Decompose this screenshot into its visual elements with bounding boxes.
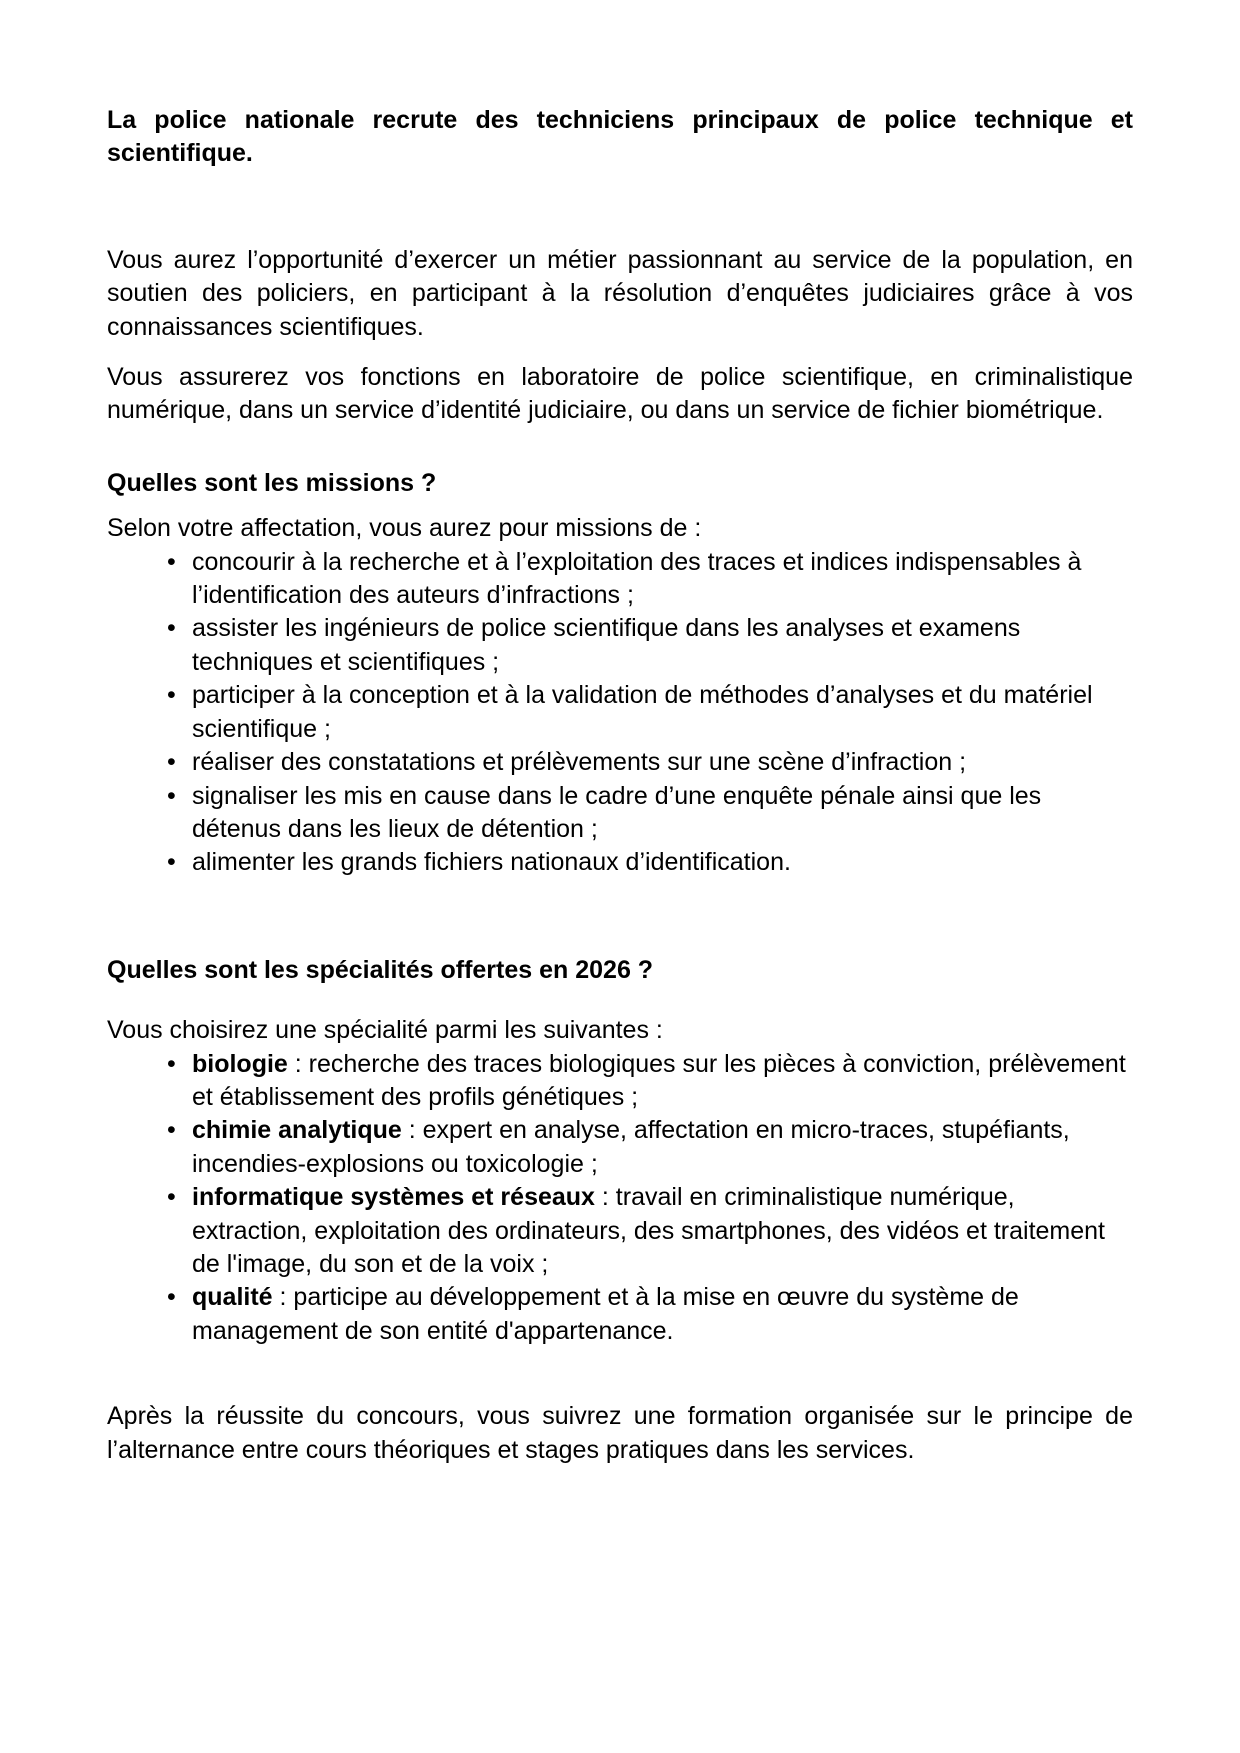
specialties-list-item [107, 1114, 1133, 1181]
intro-paragraph-2: Vous assurerez vos fonctions en laboratoire de police scientifique, en criminalistique numérique, dans un service d’identité judiciaire, ou dans un service de fichier biométrique. [107, 363, 1133, 425]
specialty-term: informatique systèmes et réseaux [192, 1183, 595, 1212]
bullet-marker: • [167, 1283, 176, 1312]
specialties-list-item [107, 1048, 1133, 1115]
missions-list-item [107, 746, 1133, 779]
bullet-marker: • [167, 848, 176, 877]
bullet-marker: • [167, 614, 176, 643]
specialties-list [107, 1048, 1133, 1349]
specialty-description: : participe au développement et à la mise en œuvre du système de management de son entité d'appartenance. [192, 1283, 1019, 1345]
specialties-list-item [107, 1181, 1133, 1281]
bullet-marker: • [167, 781, 176, 810]
specialties-lead: Vous choisirez une spécialité parmi les suivantes : [107, 1016, 663, 1045]
bullet-marker: • [167, 547, 176, 576]
missions-list-item [107, 612, 1133, 679]
specialties-list-item [107, 1281, 1133, 1348]
bullet-marker: • [167, 1183, 176, 1212]
specialty-description: : recherche des traces biologiques sur les pièces à conviction, prélèvement et établissement des profils génétiques ; [192, 1049, 1126, 1111]
specialty-description: : travail en criminalistique numérique, extraction, exploitation des ordinateurs, des smartphones, des vidéos et traitement de l'image, du son et de la voix ; [192, 1183, 1106, 1278]
bullet-marker: • [167, 681, 176, 710]
missions-item-text: signaliser les mis en cause dans le cadre d’une enquête pénale ainsi que les détenus dans les lieux de détention ; [192, 781, 1042, 843]
intro-paragraph-1: Vous aurez l’opportunité d’exercer un métier passionnant au service de la population, en soutien des policiers, en participant à la résolution d’enquêtes judiciaires grâce à vos connaissances scientifiques. [107, 245, 1133, 341]
specialty-term: chimie analytique [192, 1116, 402, 1145]
bullet-marker: • [167, 1116, 176, 1145]
document-title: La police nationale recrute des techniciens principaux de police technique et scientifique. [107, 106, 1133, 168]
specialty-term: biologie [192, 1049, 288, 1078]
missions-lead: Selon votre affectation, vous aurez pour missions de : [107, 514, 702, 543]
missions-item-text: alimenter les grands fichiers nationaux d’identification. [192, 848, 791, 877]
specialties-heading: Quelles sont les spécialités offertes en 2026 ? [107, 955, 654, 984]
closing-paragraph: Après la réussite du concours, vous suivrez une formation organisée sur le principe de l’alternance entre cours théoriques et stages pratiques dans les services. [107, 1402, 1133, 1464]
missions-item-text: réaliser des constatations et prélèvements sur une scène d’infraction ; [192, 748, 967, 777]
bullet-marker: • [167, 1049, 176, 1078]
missions-item-text: participer à la conception et à la validation de méthodes d’analyses et du matériel scientifique ; [192, 681, 1093, 743]
missions-item-text: assister les ingénieurs de police scientifique dans les analyses et examens techniques et scientifiques ; [192, 614, 1021, 676]
missions-item-text: concourir à la recherche et à l’exploitation des traces et indices indispensables à l’identification des auteurs d’infractions ; [192, 547, 1082, 610]
specialty-description: : expert en analyse, affectation en micro-traces, stupéfiants, incendies-explosions ou toxicologie ; [192, 1116, 1070, 1178]
bullet-marker: • [167, 748, 176, 777]
missions-list-item [107, 679, 1133, 746]
missions-heading: Quelles sont les missions ? [107, 468, 437, 497]
missions-list-item [107, 780, 1133, 847]
specialty-term: qualité [192, 1283, 273, 1312]
missions-list-item [107, 546, 1133, 613]
missions-list [107, 546, 1133, 880]
missions-list-item [107, 846, 1133, 879]
